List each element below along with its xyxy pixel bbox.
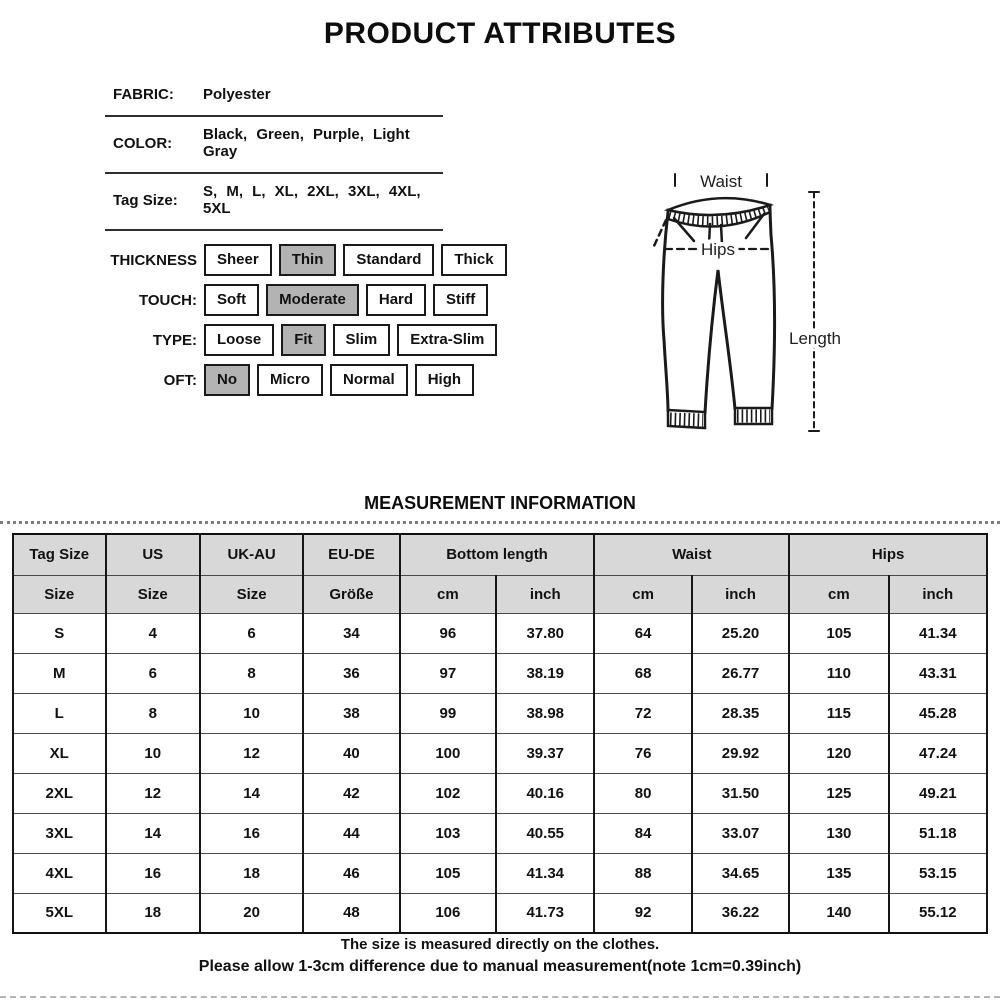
table-cell: 18 — [106, 893, 200, 933]
table-row — [13, 733, 987, 773]
attribute-row-touch — [105, 280, 525, 320]
thickness-option-standard[interactable]: Standard — [343, 244, 434, 276]
table-cell: 100 — [400, 733, 496, 773]
table-cell: 33.07 — [692, 813, 789, 853]
table-cell: 26.77 — [692, 653, 789, 693]
table-cell: 80 — [594, 773, 691, 813]
color-value: Black, Green, Purple, Light Gray — [203, 126, 410, 160]
table-row — [13, 813, 987, 853]
table-cell: 14 — [106, 813, 200, 853]
table-cell: XL — [13, 733, 106, 773]
touch-option-moderate[interactable]: Moderate — [266, 284, 359, 316]
table-cell: 14 — [200, 773, 303, 813]
table-cell: 38.19 — [496, 653, 594, 693]
col-subheader: Size — [200, 575, 303, 613]
col-header: Tag Size — [13, 534, 106, 575]
table-cell: 4XL — [13, 853, 106, 893]
dotted-divider-top — [0, 521, 1000, 524]
table-cell: 40.55 — [496, 813, 594, 853]
note-tolerance: Please allow 1-3cm difference due to manual measurement(note 1cm=0.39inch) — [198, 958, 802, 975]
col-header: Waist — [594, 534, 789, 575]
table-cell: 28.35 — [692, 693, 789, 733]
table-cell: 41.34 — [496, 853, 594, 893]
table-cell: 102 — [400, 773, 496, 813]
fabric-value: Polyester — [203, 86, 271, 103]
oft-option-no[interactable]: No — [204, 364, 250, 396]
table-cell: 115 — [789, 693, 888, 733]
table-cell: 44 — [303, 813, 399, 853]
table-cell: 43.31 — [889, 653, 987, 693]
pants-size-diagram — [628, 160, 888, 455]
table-cell: 72 — [594, 693, 691, 733]
table-cell: 16 — [200, 813, 303, 853]
table-cell: 3XL — [13, 813, 106, 853]
table-cell: 39.37 — [496, 733, 594, 773]
touch-options — [204, 284, 488, 316]
thickness-option-thin[interactable]: Thin — [279, 244, 337, 276]
table-row — [13, 613, 987, 653]
thickness-options — [204, 244, 507, 276]
oft-option-high[interactable]: High — [415, 364, 474, 396]
table-cell: 51.18 — [889, 813, 987, 853]
table-cell: 37.80 — [496, 613, 594, 653]
table-cell: 53.15 — [889, 853, 987, 893]
thickness-option-thick[interactable]: Thick — [441, 244, 506, 276]
page-title: PRODUCT ATTRIBUTES — [323, 17, 677, 50]
table-cell: 20 — [200, 893, 303, 933]
table-cell: S — [13, 613, 106, 653]
table-cell: 46 — [303, 853, 399, 893]
table-cell: 10 — [200, 693, 303, 733]
touch-option-hard[interactable]: Hard — [366, 284, 426, 316]
table-cell: 68 — [594, 653, 691, 693]
table-cell: M — [13, 653, 106, 693]
table-cell: 5XL — [13, 893, 106, 933]
table-cell: 4 — [106, 613, 200, 653]
waist-label: Waist — [700, 172, 742, 191]
table-cell: 76 — [594, 733, 691, 773]
col-header: US — [106, 534, 200, 575]
size-table — [12, 533, 988, 934]
oft-label: OFT: — [163, 371, 197, 389]
attribute-row-oft — [105, 360, 525, 400]
thickness-label: THICKNESS — [110, 251, 197, 269]
col-subheader: cm — [594, 575, 691, 613]
col-subheader: Size — [106, 575, 200, 613]
table-cell: 45.28 — [889, 693, 987, 733]
col-subheader: inch — [889, 575, 987, 613]
table-cell: 36.22 — [692, 893, 789, 933]
table-cell: 12 — [106, 773, 200, 813]
table-cell: 41.34 — [889, 613, 987, 653]
table-row — [13, 773, 987, 813]
type-option-fit[interactable]: Fit — [281, 324, 325, 356]
measurement-heading: MEASUREMENT INFORMATION — [364, 493, 636, 513]
touch-label: TOUCH: — [138, 291, 197, 309]
type-option-slim[interactable]: Slim — [333, 324, 391, 356]
note-measured-on-clothes: The size is measured directly on the clothes. — [340, 936, 660, 953]
table-cell: 29.92 — [692, 733, 789, 773]
table-cell: 103 — [400, 813, 496, 853]
table-cell: 8 — [106, 693, 200, 733]
type-options — [204, 324, 497, 356]
table-cell: 99 — [400, 693, 496, 733]
table-cell: 6 — [200, 613, 303, 653]
table-cell: 40.16 — [496, 773, 594, 813]
table-cell: 31.50 — [692, 773, 789, 813]
table-cell: 130 — [789, 813, 888, 853]
table-cell: 55.12 — [889, 893, 987, 933]
table-cell: 38 — [303, 693, 399, 733]
col-subheader: cm — [789, 575, 888, 613]
table-cell: 105 — [789, 613, 888, 653]
table-cell: 18 — [200, 853, 303, 893]
table-cell: 96 — [400, 613, 496, 653]
table-cell: 41.73 — [496, 893, 594, 933]
attribute-row-tag-size — [105, 177, 443, 231]
table-cell: 6 — [106, 653, 200, 693]
color-label: COLOR: — [113, 134, 173, 152]
table-cell: 106 — [400, 893, 496, 933]
tag-size-label: Tag Size: — [113, 191, 178, 209]
table-cell: 48 — [303, 893, 399, 933]
table-cell: 34.65 — [692, 853, 789, 893]
type-option-extra-slim[interactable]: Extra-Slim — [397, 324, 497, 356]
table-cell: 40 — [303, 733, 399, 773]
col-header: Hips — [789, 534, 987, 575]
attribute-row-type — [105, 320, 525, 360]
table-row — [13, 693, 987, 733]
table-cell: 120 — [789, 733, 888, 773]
type-option-loose[interactable]: Loose — [204, 324, 274, 356]
oft-option-micro[interactable]: Micro — [257, 364, 323, 396]
table-cell: 49.21 — [889, 773, 987, 813]
attribute-row-color — [105, 120, 443, 174]
table-cell: 84 — [594, 813, 691, 853]
size-table-wrap — [12, 533, 988, 934]
attribute-row-thickness — [105, 240, 525, 280]
dashed-divider-bottom — [0, 996, 1000, 998]
type-label: TYPE: — [152, 331, 197, 349]
table-cell: 42 — [303, 773, 399, 813]
table-cell: 110 — [789, 653, 888, 693]
col-header: Bottom length — [400, 534, 595, 575]
table-cell: 8 — [200, 653, 303, 693]
table-cell: 135 — [789, 853, 888, 893]
table-cell: 16 — [106, 853, 200, 893]
table-cell: 36 — [303, 653, 399, 693]
touch-option-stiff[interactable]: Stiff — [433, 284, 488, 316]
table-cell: 97 — [400, 653, 496, 693]
table-cell: 105 — [400, 853, 496, 893]
table-cell: 92 — [594, 893, 691, 933]
table-cell: 88 — [594, 853, 691, 893]
attributes-list — [105, 80, 525, 400]
table-cell: 140 — [789, 893, 888, 933]
tag-size-value: S, M, L, XL, 2XL, 3XL, 4XL, 5XL — [203, 183, 421, 217]
table-row — [13, 853, 987, 893]
col-subheader: inch — [692, 575, 789, 613]
col-header: UK-AU — [200, 534, 303, 575]
col-subheader: cm — [400, 575, 496, 613]
size-table-head — [13, 534, 987, 613]
table-cell: 2XL — [13, 773, 106, 813]
table-cell: 64 — [594, 613, 691, 653]
hips-label: Hips — [700, 240, 736, 259]
col-subheader: Größe — [303, 575, 399, 613]
table-cell: 10 — [106, 733, 200, 773]
fabric-label: FABRIC: — [113, 86, 174, 103]
col-subheader: inch — [496, 575, 594, 613]
table-cell: 125 — [789, 773, 888, 813]
table-cell: 47.24 — [889, 733, 987, 773]
table-cell: 34 — [303, 613, 399, 653]
touch-option-soft[interactable]: Soft — [204, 284, 259, 316]
length-label: Length — [789, 329, 841, 348]
table-cell: 25.20 — [692, 613, 789, 653]
oft-option-normal[interactable]: Normal — [330, 364, 408, 396]
table-cell: 12 — [200, 733, 303, 773]
oft-options — [204, 364, 474, 396]
attribute-row-fabric — [105, 80, 443, 117]
thickness-option-sheer[interactable]: Sheer — [204, 244, 272, 276]
col-subheader: Size — [13, 575, 106, 613]
table-cell: 38.98 — [496, 693, 594, 733]
table-cell: L — [13, 693, 106, 733]
pants-sketch-svg — [628, 160, 888, 455]
table-row — [13, 893, 987, 933]
col-header: EU-DE — [303, 534, 399, 575]
size-table-body — [13, 613, 987, 933]
table-row — [13, 653, 987, 693]
